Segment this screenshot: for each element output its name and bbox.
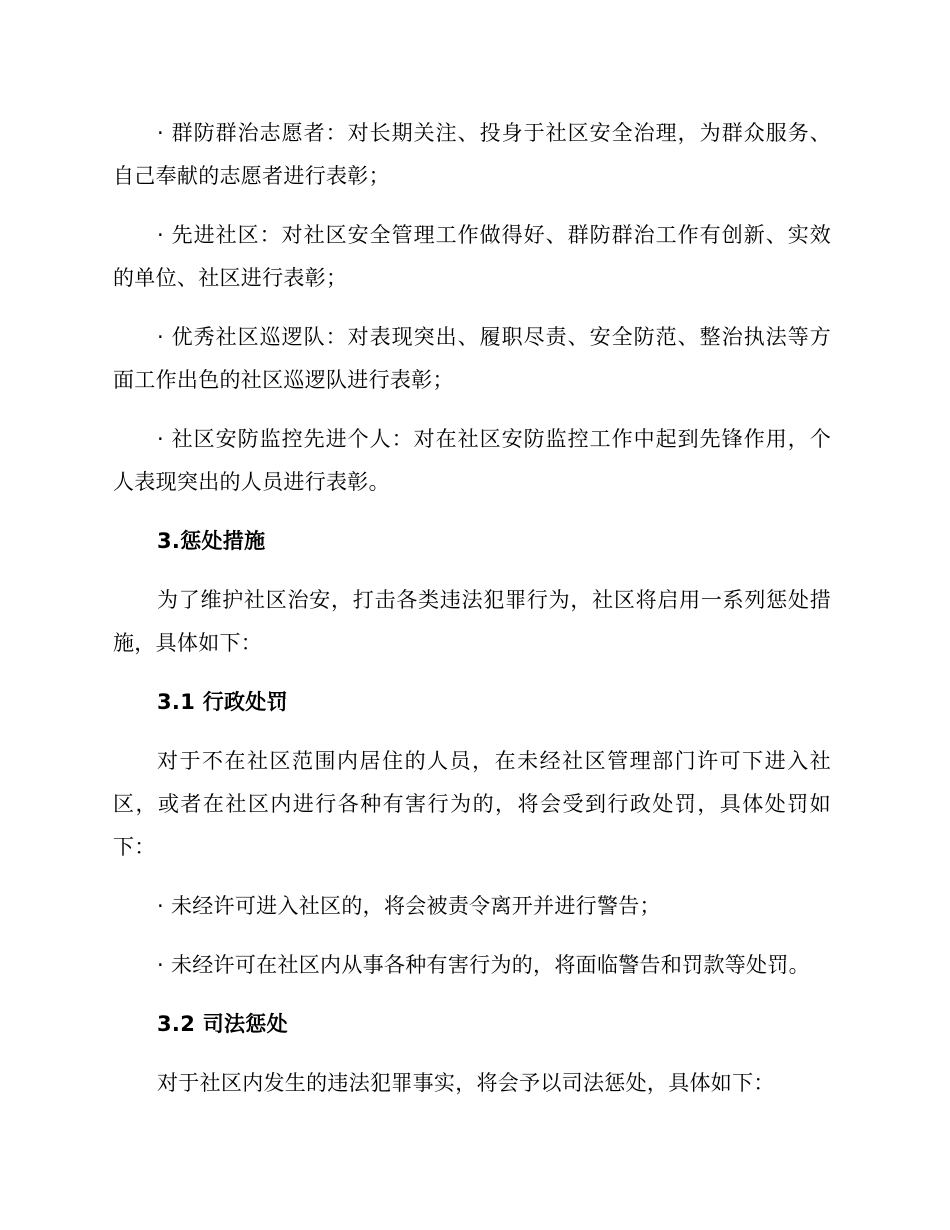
paragraph-punishment-intro: 为了维护社区治安，打击各类违法犯罪行为，社区将启用一系列惩处措施，具体如下： xyxy=(113,588,831,655)
bullet-patrol-team: · 优秀社区巡逻队：对表现突出、履职尽责、安全防范、整治执法等方面工作出色的社区巡逻队进行表彰； xyxy=(113,325,831,392)
paragraph-judicial-intro: 对于社区内发生的违法犯罪事实，将会予以司法惩处，具体如下： xyxy=(157,1071,775,1095)
document-body xyxy=(113,112,831,1121)
section-heading-administrative: 3.1 行政处罚 xyxy=(157,690,288,714)
bullet-volunteers: · 群防群治志愿者：对长期关注、投身于社区安全治理，为群众服务、自己奉献的志愿者进行表彰； xyxy=(113,121,831,188)
bullet-advanced-community: · 先进社区：对社区安全管理工作做得好、群防群治工作有创新、实效的单位、社区进行表彰； xyxy=(113,223,831,290)
bullet-security-individual: · 社区安防监控先进个人：对在社区安防监控工作中起到先锋作用，个人表现突出的人员进行表彰。 xyxy=(113,427,831,494)
paragraph-administrative-intro: 对于不在社区范围内居住的人员，在未经社区管理部门许可下进入社区，或者在社区内进行各种有害行为的，将会受到行政处罚，具体处罚如下： xyxy=(113,749,831,859)
bullet-harmful-behavior: · 未经许可在社区内从事各种有害行为的，将面临警告和罚款等处罚。 xyxy=(157,953,810,977)
section-heading-judicial: 3.2 司法惩处 xyxy=(157,1012,288,1036)
section-heading-punishment: 3.惩处措施 xyxy=(157,529,266,553)
bullet-unauthorized-entry: · 未经许可进入社区的，将会被责令离开并进行警告； xyxy=(157,894,661,918)
